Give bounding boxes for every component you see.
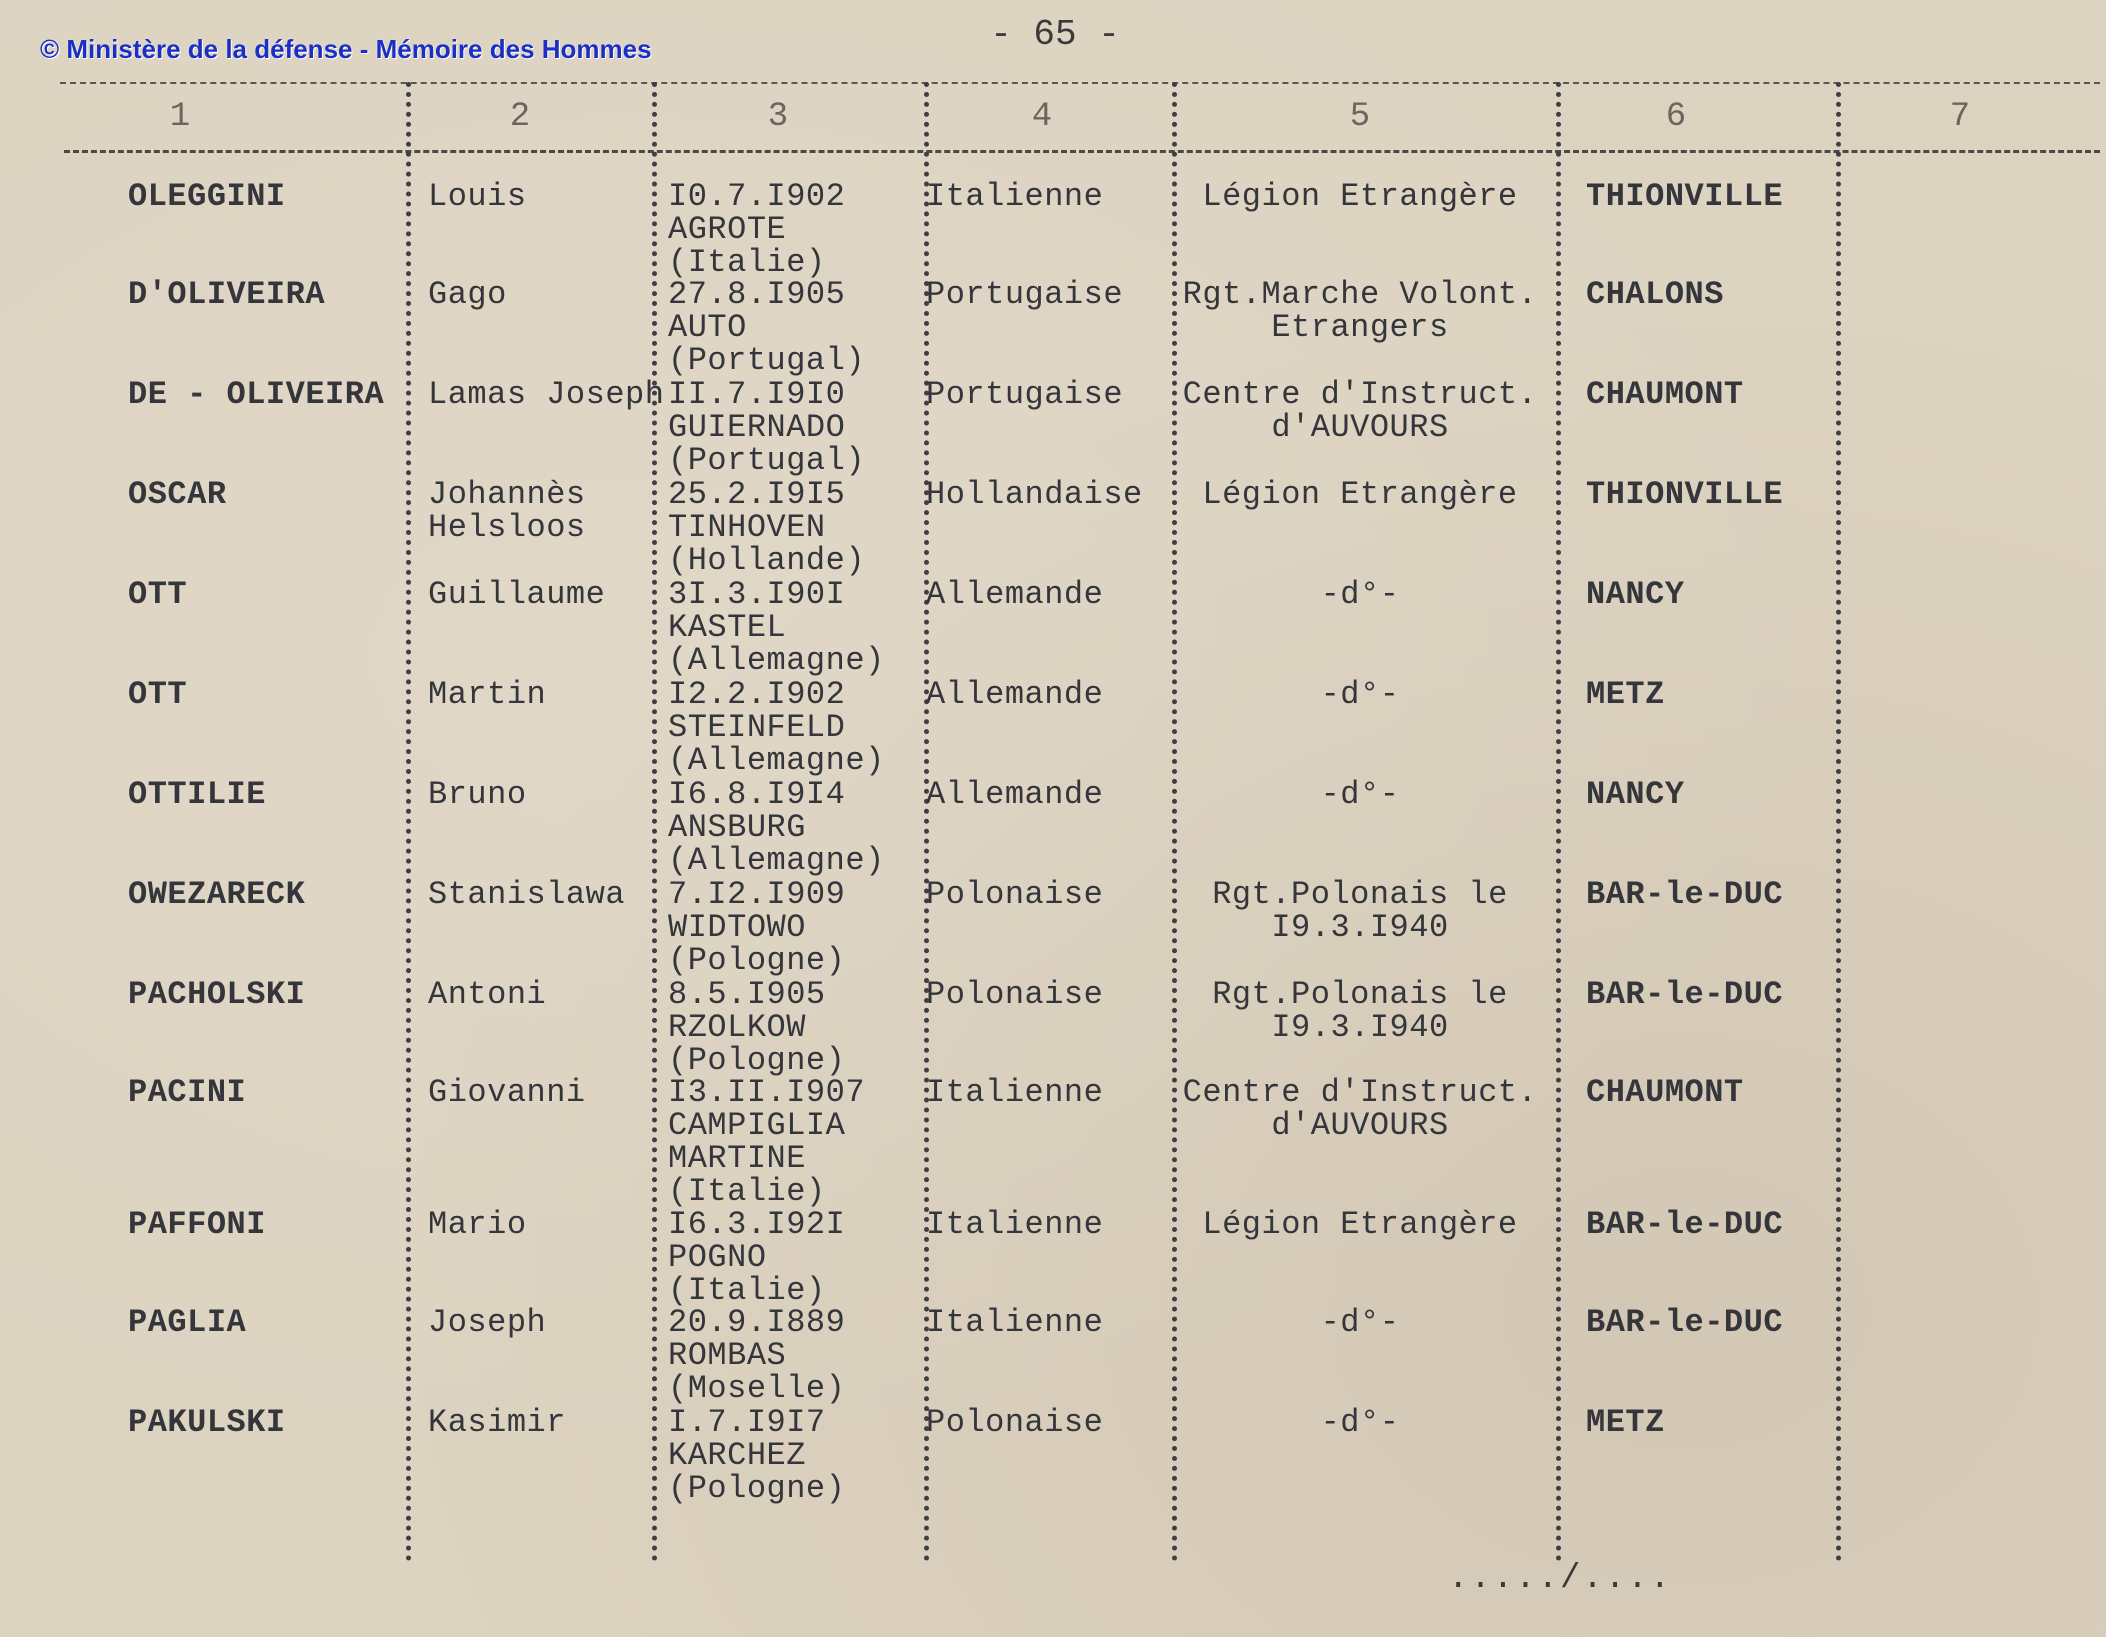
- column-header-4: 4: [1031, 98, 1053, 136]
- firstname-cell: Martin: [428, 676, 547, 713]
- birth-line: MARTINE: [668, 1140, 806, 1177]
- firstname-cell: Kasimir: [428, 1404, 566, 1441]
- firstname-cell: Antoni: [428, 976, 547, 1013]
- firstname-cell: Bruno: [428, 776, 527, 813]
- unit-line: Rgt.Polonais le: [1212, 876, 1508, 913]
- nationality-cell: Allemande: [926, 776, 1104, 813]
- unit-line: -d°-: [1320, 1304, 1400, 1341]
- place-cell: BAR-le-DUC: [1586, 876, 1784, 913]
- nationality-cell: Allemande: [926, 676, 1104, 713]
- surname-cell: PAGLIA: [128, 1304, 247, 1341]
- surname-cell: OWEZARECK: [128, 876, 306, 913]
- birth-line: 20.9.I889: [668, 1304, 846, 1341]
- nationality-cell: Italienne: [926, 1304, 1104, 1341]
- unit-line: -d°-: [1320, 676, 1400, 713]
- birth-line: (Italie): [668, 1173, 826, 1210]
- birth-line: KARCHEZ: [668, 1437, 806, 1474]
- surname-cell: D'OLIVEIRA: [128, 276, 326, 313]
- birth-line: GUIERNADO: [668, 409, 846, 446]
- birth-line: ROMBAS: [668, 1337, 787, 1374]
- column-header-3: 3: [767, 98, 789, 136]
- birth-line: 27.8.I905: [668, 276, 846, 313]
- unit-line: Légion Etrangère: [1202, 178, 1518, 215]
- firstname-cell: Guillaume: [428, 576, 606, 613]
- birth-line: II.7.I9I0: [668, 376, 846, 413]
- birth-line: RZOLKOW: [668, 1009, 806, 1046]
- surname-cell: PACINI: [128, 1074, 247, 1111]
- nationality-cell: Polonaise: [926, 876, 1104, 913]
- column-header-7: 7: [1949, 98, 1971, 136]
- nationality-cell: Polonaise: [926, 976, 1104, 1013]
- place-cell: METZ: [1586, 676, 1665, 713]
- place-cell: BAR-le-DUC: [1586, 1206, 1784, 1243]
- birth-line: (Portugal): [668, 342, 866, 379]
- place-cell: BAR-le-DUC: [1586, 976, 1784, 1013]
- unit-line: Centre d'Instruct.: [1182, 1074, 1538, 1111]
- page-number: - 65 -: [990, 14, 1120, 55]
- birth-line: AGROTE: [668, 211, 787, 248]
- birth-line: I.7.I9I7: [668, 1404, 826, 1441]
- surname-cell: PACHOLSKI: [128, 976, 306, 1013]
- surname-cell: DE - OLIVEIRA: [128, 376, 385, 413]
- surname-cell: PAKULSKI: [128, 1404, 286, 1441]
- unit-line: d'AUVOURS: [1271, 1107, 1449, 1144]
- birth-line: (Allemagne): [668, 642, 885, 679]
- unit-line: d'AUVOURS: [1271, 409, 1449, 446]
- place-cell: NANCY: [1586, 576, 1685, 613]
- birth-line: ANSBURG: [668, 809, 806, 846]
- birth-line: 8.5.I905: [668, 976, 826, 1013]
- surname-cell: PAFFONI: [128, 1206, 266, 1243]
- birth-line: TINHOVEN: [668, 509, 826, 546]
- unit-line: I9.3.I940: [1271, 1009, 1449, 1046]
- birth-line: (Pologne): [668, 942, 846, 979]
- column-header-6: 6: [1665, 98, 1687, 136]
- birth-line: KASTEL: [668, 609, 787, 646]
- firstname-cell: Mario: [428, 1206, 527, 1243]
- unit-line: Légion Etrangère: [1202, 476, 1518, 513]
- unit-line: Rgt.Polonais le: [1212, 976, 1508, 1013]
- column-header-1: 1: [169, 98, 191, 136]
- nationality-cell: Italienne: [926, 178, 1104, 215]
- unit-line: -d°-: [1320, 576, 1400, 613]
- place-cell: CHAUMONT: [1586, 376, 1744, 413]
- birth-line: I6.3.I92I: [668, 1206, 846, 1243]
- place-cell: THIONVILLE: [1586, 178, 1784, 215]
- firstname-cell: Johannès Helsloos: [428, 476, 586, 546]
- column-divider: [652, 82, 657, 1562]
- firstname-cell: Lamas Joseph: [428, 376, 665, 413]
- place-cell: METZ: [1586, 1404, 1665, 1441]
- column-header-2: 2: [509, 98, 531, 136]
- birth-line: STEINFELD: [668, 709, 846, 746]
- surname-cell: OTT: [128, 576, 188, 613]
- unit-line: -d°-: [1320, 1404, 1400, 1441]
- birth-line: (Hollande): [668, 542, 866, 579]
- place-cell: CHAUMONT: [1586, 1074, 1744, 1111]
- firstname-cell: Giovanni: [428, 1074, 586, 1111]
- birth-line: CAMPIGLIA: [668, 1107, 846, 1144]
- birth-line: (Italie): [668, 244, 826, 281]
- surname-cell: OTTILIE: [128, 776, 266, 813]
- surname-cell: OTT: [128, 676, 188, 713]
- birth-line: AUTO: [668, 309, 747, 346]
- birth-line: 3I.3.I90I: [668, 576, 846, 613]
- birth-line: I3.II.I907: [668, 1074, 866, 1111]
- header-top-rule: [60, 82, 2100, 84]
- nationality-cell: Portugaise: [926, 276, 1124, 313]
- firstname-cell: Stanislawa: [428, 876, 626, 913]
- birth-line: 7.I2.I909: [668, 876, 846, 913]
- birth-line: (Italie): [668, 1272, 826, 1309]
- copyright-watermark: © Ministère de la défense - Mémoire des Hommes: [40, 34, 652, 64]
- place-cell: THIONVILLE: [1586, 476, 1784, 513]
- column-divider: [406, 82, 411, 1562]
- place-cell: CHALONS: [1586, 276, 1724, 313]
- header-bottom-rule: [64, 150, 2100, 153]
- birth-line: (Pologne): [668, 1042, 846, 1079]
- firstname-cell: Joseph: [428, 1304, 547, 1341]
- birth-line: I2.2.I902: [668, 676, 846, 713]
- unit-line: -d°-: [1320, 776, 1400, 813]
- column-header-5: 5: [1349, 98, 1371, 136]
- place-cell: BAR-le-DUC: [1586, 1304, 1784, 1341]
- birth-line: (Pologne): [668, 1470, 846, 1507]
- column-divider: [1556, 82, 1561, 1562]
- unit-line: Légion Etrangère: [1202, 1206, 1518, 1243]
- nationality-cell: Polonaise: [926, 1404, 1104, 1441]
- birth-line: (Moselle): [668, 1370, 846, 1407]
- nationality-cell: Italienne: [926, 1206, 1104, 1243]
- place-cell: NANCY: [1586, 776, 1685, 813]
- birth-line: (Allemagne): [668, 842, 885, 879]
- birth-line: (Portugal): [668, 442, 866, 479]
- unit-line: Centre d'Instruct.: [1182, 376, 1538, 413]
- surname-cell: OLEGGINI: [128, 178, 286, 215]
- column-divider: [1836, 82, 1841, 1562]
- firstname-cell: Gago: [428, 276, 507, 313]
- nationality-cell: Portugaise: [926, 376, 1124, 413]
- continuation-mark: ...../....: [1448, 1560, 1673, 1598]
- birth-line: I6.8.I9I4: [668, 776, 846, 813]
- nationality-cell: Italienne: [926, 1074, 1104, 1111]
- birth-line: WIDTOWO: [668, 909, 806, 946]
- unit-line: I9.3.I940: [1271, 909, 1449, 946]
- birth-line: I0.7.I902: [668, 178, 846, 215]
- unit-line: Etrangers: [1271, 309, 1449, 346]
- firstname-cell: Louis: [428, 178, 527, 215]
- birth-line: (Allemagne): [668, 742, 885, 779]
- nationality-cell: Hollandaise: [926, 476, 1143, 513]
- birth-line: 25.2.I9I5: [668, 476, 846, 513]
- surname-cell: OSCAR: [128, 476, 227, 513]
- birth-line: POGNO: [668, 1239, 767, 1276]
- nationality-cell: Allemande: [926, 576, 1104, 613]
- unit-line: Rgt.Marche Volont.: [1182, 276, 1538, 313]
